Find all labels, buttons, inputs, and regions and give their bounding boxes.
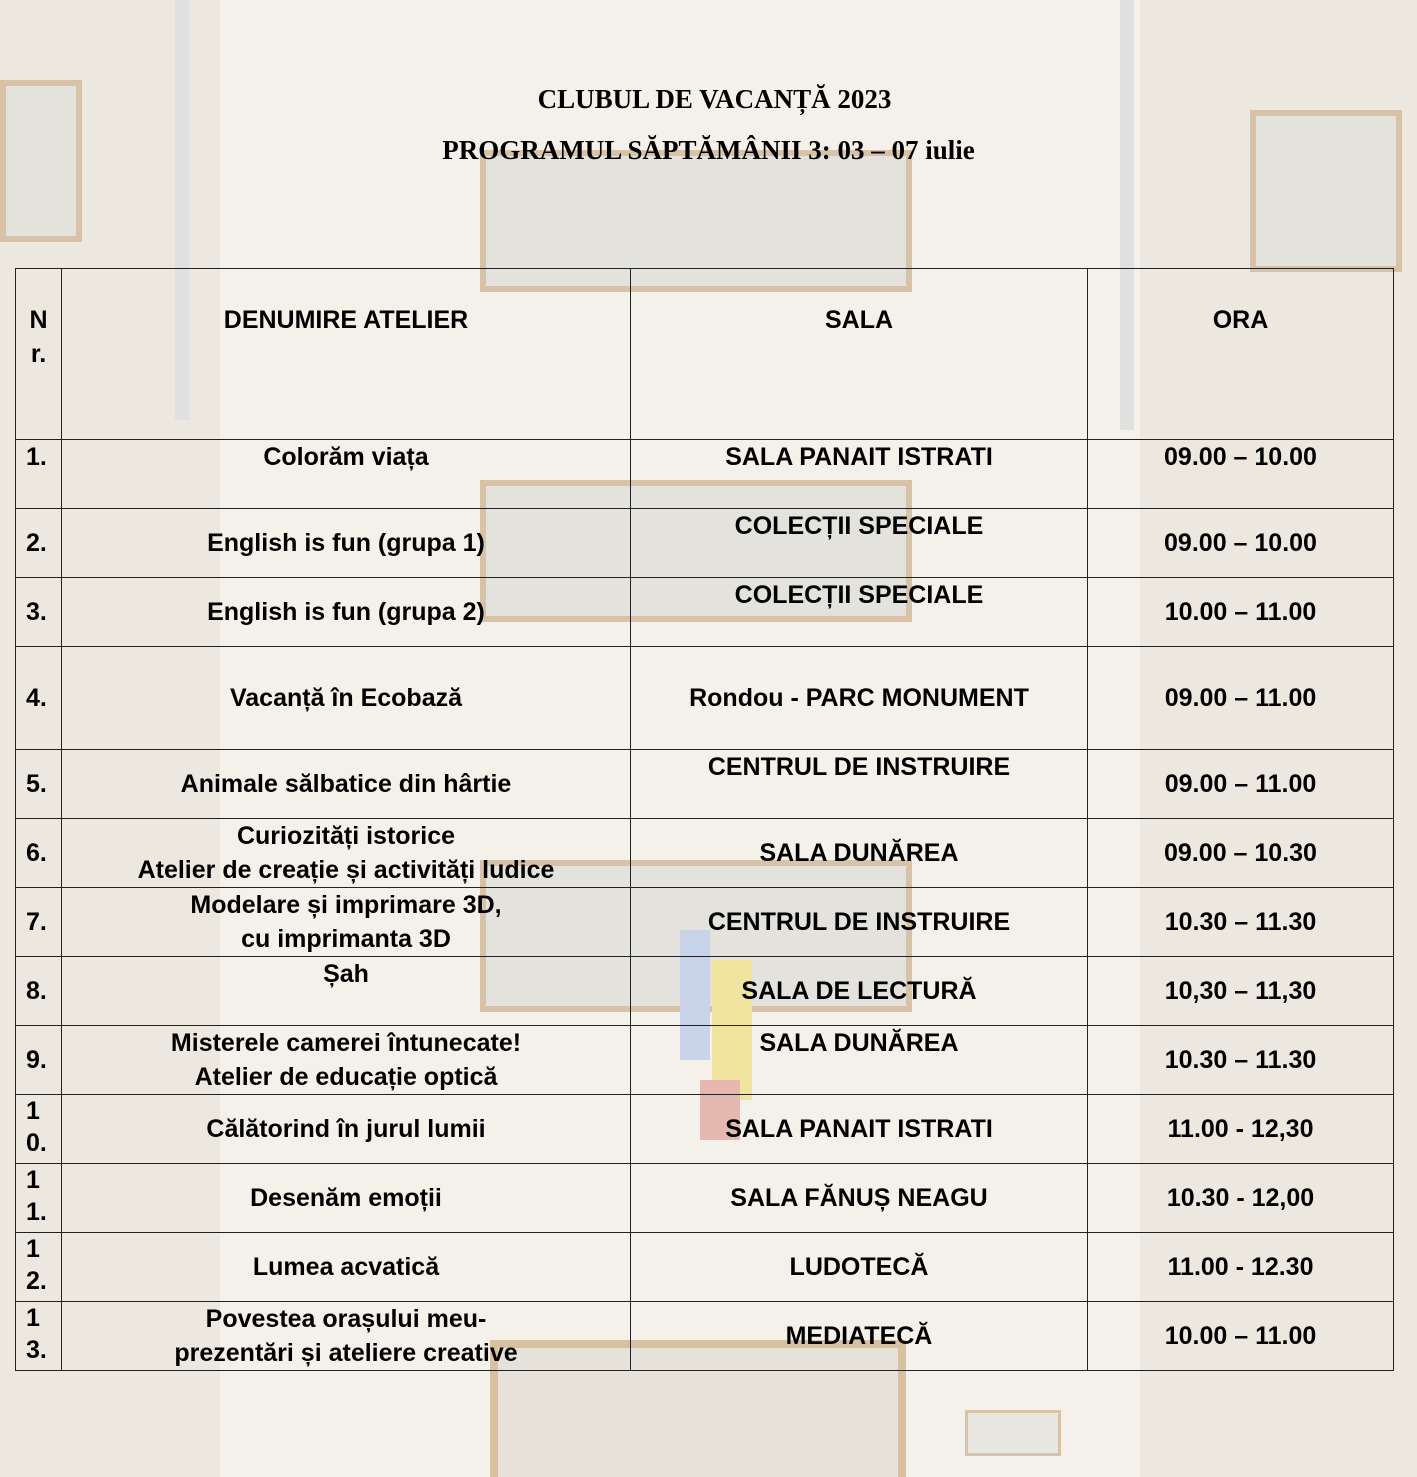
row-time: 09.00 – 10.30 bbox=[1088, 819, 1394, 888]
row-workshop-name bbox=[62, 1233, 631, 1302]
header-name: DENUMIRE ATELIER bbox=[62, 269, 631, 440]
row-nr-line2: 0. bbox=[26, 1129, 47, 1157]
table-row bbox=[16, 819, 1394, 888]
row-workshop-name bbox=[62, 647, 631, 750]
row-nr bbox=[16, 888, 62, 957]
table-row bbox=[16, 1302, 1394, 1371]
row-room: MEDIATECĂ bbox=[631, 1302, 1088, 1371]
row-workshop-name-line: English is fun (grupa 1) bbox=[207, 529, 485, 557]
row-nr bbox=[16, 1026, 62, 1095]
row-room: COLECȚII SPECIALE bbox=[631, 509, 1088, 578]
page-title: CLUBUL DE VACANȚĂ 2023 bbox=[537, 84, 892, 114]
row-nr bbox=[16, 578, 62, 647]
row-workshop-name-line: Lumea acvatică bbox=[252, 1253, 440, 1281]
row-nr-text: 7. bbox=[26, 908, 47, 936]
row-workshop-name-line: English is fun (grupa 2) bbox=[207, 598, 485, 626]
row-nr-text: 8. bbox=[26, 977, 47, 1005]
header-nr-line2: r. bbox=[30, 340, 47, 368]
table-row bbox=[16, 578, 1394, 647]
row-time: 10.30 – 11.30 bbox=[1088, 1026, 1394, 1095]
header-room: SALA bbox=[631, 269, 1088, 440]
row-workshop-name bbox=[62, 578, 631, 647]
row-nr bbox=[16, 1095, 62, 1164]
row-nr-text: 6. bbox=[26, 839, 47, 867]
row-nr bbox=[16, 440, 62, 509]
row-time: 09.00 – 10.00 bbox=[1088, 440, 1394, 509]
row-workshop-name bbox=[62, 750, 631, 819]
row-nr bbox=[16, 819, 62, 888]
header-nr bbox=[16, 269, 62, 440]
row-room: SALA PANAIT ISTRATI bbox=[631, 440, 1088, 509]
row-room: SALA DUNĂREA bbox=[631, 819, 1088, 888]
row-workshop-name-line: Povestea orașului meu- bbox=[205, 1305, 487, 1333]
table-row bbox=[16, 509, 1394, 578]
row-workshop-name-line: Atelier de creație și activități ludice bbox=[137, 856, 555, 884]
table-row bbox=[16, 750, 1394, 819]
row-nr-text: 4. bbox=[26, 684, 47, 712]
row-time: 09.00 – 11.00 bbox=[1088, 647, 1394, 750]
row-workshop-name-line: Desenăm emoții bbox=[250, 1184, 442, 1212]
title-block bbox=[0, 82, 1417, 167]
row-workshop-name-line: prezentări și ateliere creative bbox=[174, 1339, 518, 1367]
row-time: 10.30 – 11.30 bbox=[1088, 888, 1394, 957]
row-time: 11.00 - 12,30 bbox=[1088, 1095, 1394, 1164]
row-nr-line2: 3. bbox=[26, 1336, 47, 1364]
row-time: 10,30 – 11,30 bbox=[1088, 957, 1394, 1026]
row-nr-line1: 1 bbox=[26, 1097, 40, 1125]
row-time: 09.00 – 10.00 bbox=[1088, 509, 1394, 578]
row-workshop-name bbox=[62, 509, 631, 578]
table-row bbox=[16, 888, 1394, 957]
row-nr bbox=[16, 750, 62, 819]
row-workshop-name-line: Călătorind în jurul lumii bbox=[206, 1115, 486, 1143]
schedule-table bbox=[15, 268, 1394, 1371]
row-room: SALA PANAIT ISTRATI bbox=[631, 1095, 1088, 1164]
row-nr bbox=[16, 509, 62, 578]
row-nr-line2: 2. bbox=[26, 1267, 47, 1295]
row-nr-line2: 1. bbox=[26, 1198, 47, 1226]
row-workshop-name-line: Colorăm viața bbox=[263, 443, 429, 471]
row-time: 11.00 - 12.30 bbox=[1088, 1233, 1394, 1302]
table-row bbox=[16, 440, 1394, 509]
row-nr-text: 1. bbox=[26, 443, 47, 471]
row-room: LUDOTECĂ bbox=[631, 1233, 1088, 1302]
row-nr bbox=[16, 1164, 62, 1233]
row-room: Rondou - PARC MONUMENT bbox=[631, 647, 1088, 750]
row-workshop-name bbox=[62, 888, 631, 957]
row-room: SALA FĂNUȘ NEAGU bbox=[631, 1164, 1088, 1233]
table-row bbox=[16, 647, 1394, 750]
row-nr-line1: 1 bbox=[26, 1304, 40, 1332]
row-workshop-name bbox=[62, 957, 631, 1026]
row-nr-text: 2. bbox=[26, 529, 47, 557]
row-time: 10.30 - 12,00 bbox=[1088, 1164, 1394, 1233]
row-nr bbox=[16, 1302, 62, 1371]
row-room: SALA DUNĂREA bbox=[631, 1026, 1088, 1095]
row-workshop-name bbox=[62, 1302, 631, 1371]
header-time: ORA bbox=[1088, 269, 1394, 440]
row-room: COLECȚII SPECIALE bbox=[631, 578, 1088, 647]
row-workshop-name-line: Atelier de educație optică bbox=[194, 1063, 498, 1091]
row-nr-line1: 1 bbox=[26, 1166, 40, 1194]
row-room: CENTRUL DE INSTRUIRE bbox=[631, 888, 1088, 957]
row-time: 09.00 – 11.00 bbox=[1088, 750, 1394, 819]
row-workshop-name-line: Misterele camerei întunecate! bbox=[170, 1029, 522, 1057]
table-row bbox=[16, 1164, 1394, 1233]
table-row bbox=[16, 957, 1394, 1026]
row-nr-text: 3. bbox=[26, 598, 47, 626]
table-row bbox=[16, 1233, 1394, 1302]
table-row bbox=[16, 1095, 1394, 1164]
row-workshop-name-line: Modelare și imprimare 3D, bbox=[190, 891, 502, 919]
row-nr-line1: 1 bbox=[26, 1235, 40, 1263]
row-workshop-name bbox=[62, 1026, 631, 1095]
row-time: 10.00 – 11.00 bbox=[1088, 1302, 1394, 1371]
row-nr bbox=[16, 957, 62, 1026]
table-row bbox=[16, 1026, 1394, 1095]
row-nr-text: 5. bbox=[26, 770, 47, 798]
row-room: SALA DE LECTURĂ bbox=[631, 957, 1088, 1026]
row-workshop-name bbox=[62, 1164, 631, 1233]
table-body bbox=[16, 440, 1394, 1371]
row-nr-text: 9. bbox=[26, 1046, 47, 1074]
row-workshop-name-line: cu imprimanta 3D bbox=[241, 925, 451, 953]
row-nr bbox=[16, 1233, 62, 1302]
row-workshop-name-line: Curiozități istorice bbox=[236, 822, 456, 850]
page-subtitle: PROGRAMUL SĂPTĂMÂNII 3: 03 – 07 iulie bbox=[442, 135, 975, 165]
row-room: CENTRUL DE INSTRUIRE bbox=[631, 750, 1088, 819]
row-workshop-name-line: Șah bbox=[323, 960, 369, 988]
header-nr-line1: N bbox=[29, 306, 48, 334]
row-workshop-name bbox=[62, 1095, 631, 1164]
table-header-row bbox=[16, 269, 1394, 440]
row-workshop-name bbox=[62, 819, 631, 888]
row-workshop-name bbox=[62, 440, 631, 509]
row-nr bbox=[16, 647, 62, 750]
row-workshop-name-line: Animale sălbatice din hârtie bbox=[180, 770, 512, 798]
row-workshop-name-line: Vacanță în Ecobază bbox=[229, 684, 463, 712]
row-time: 10.00 – 11.00 bbox=[1088, 578, 1394, 647]
